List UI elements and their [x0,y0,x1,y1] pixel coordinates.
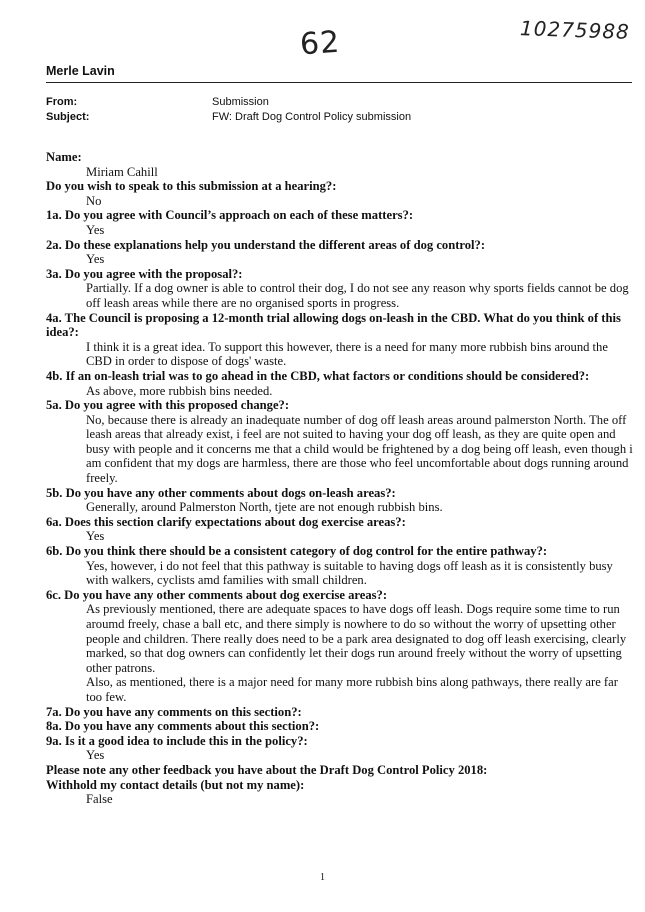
question: 2a. Do these explanations help you understand the different areas of dog control?: [46,237,486,252]
answer: Partially. If a dog owner is able to control their dog, I do not see any reason why sports fields cannot be dog off leash areas while there are no organised sports in progress. [86,281,629,310]
answer: Miriam Cahill [86,164,158,179]
header-divider [46,82,632,83]
subject-label: Subject: [46,111,90,123]
question: 1a. Do you agree with Council’s approach on each of these matters?: [46,208,414,223]
question: 8a. Do you have any comments about this section?: [46,719,320,734]
answer: As previously mentioned, there are adequate spaces to have dogs off leash. Dogs require some time to run aroumd freely, chase a ball etc, and there simply is nowhere to do so without the worry of upsetting other people and children. There really does need to be a park area designated to dog off leash exercising, clearly marked, so that dog owners can confidently let their dogs run around freely without the worry of upsetting other patrons. [86,602,627,675]
question: 6b. Do you think there should be a consistent category of dog control for the entire pathway?: [46,544,548,559]
question: 5b. Do you have any other comments about dogs on-leash areas?: [46,485,396,500]
answer: No [86,193,102,208]
answer: As above, more rubbish bins needed. [86,383,273,398]
answer: Yes [86,222,105,237]
answer: Yes [86,529,105,544]
sender-name: Merle Lavin [46,64,115,78]
question: 6a. Does this section clarify expectations about dog exercise areas?: [46,514,406,529]
submission-body [46,150,636,807]
answer: I think it is a great idea. To support this however, there is a need for many more rubbish bins around the CBD in order to dispose of dogs' waste. [86,339,608,369]
question: Do you wish to speak to this submission at a hearing?: [46,179,337,194]
answer: False [86,792,113,807]
from-label: From: [46,96,78,108]
question: 6c. Do you have any other comments about dog exercise areas?: [46,587,388,602]
answer: Also, as mentioned, there is a major need for many more rubbish bins along pathways, there really are far too few. [86,675,618,704]
answer: Generally, around Palmerston North, tjete are not enough rubbish bins. [86,500,443,515]
question: 3a. Do you agree with the proposal?: [46,266,243,281]
answer: Yes, however, i do not feel that this pathway is suitable to having dogs off leash as it is consistently busy with walkers, cyclists amd families with small children. [86,558,613,588]
question: 4a. The Council is proposing a 12-month trial allowing dogs on-leash in the CBD. What do you think of this idea?: [46,310,621,340]
handwritten-page-number: 62 [298,24,342,63]
question: 5a. Do you agree with this proposed change?: [46,398,290,413]
question: 7a. Do you have any comments on this section?: [46,704,302,719]
page-number: 1 [320,872,325,883]
question: 9a. Is it a good idea to include this in the policy?: [46,733,308,748]
question: 4b. If an on-leash trial was to go ahead in the CBD, what factors or conditions should be considered?: [46,368,590,383]
subject-value: FW: Draft Dog Control Policy submission [212,111,412,123]
answer: Yes [86,748,105,763]
answer: Yes [86,252,105,267]
answer: No, because there is already an inadequate number of dog off leash areas around palmerston North. The off leash areas that already exist, i feel are not suited to having your dog off leash, as they are quite open and busy with people and it concerns me that a child would be frightened by a dog being off leash, even though i am confident that my dogs are harmless, there are those who feel uncomfortable about dogs running around freely. [86,412,633,486]
question: Please note any other feedback you have about the Draft Dog Control Policy 2018: [46,762,488,777]
question: Name: [46,150,82,164]
question: Withhold my contact details (but not my name): [46,777,305,792]
handwritten-reference-number: 10275988 [519,16,631,44]
from-value: Submission [212,96,269,108]
